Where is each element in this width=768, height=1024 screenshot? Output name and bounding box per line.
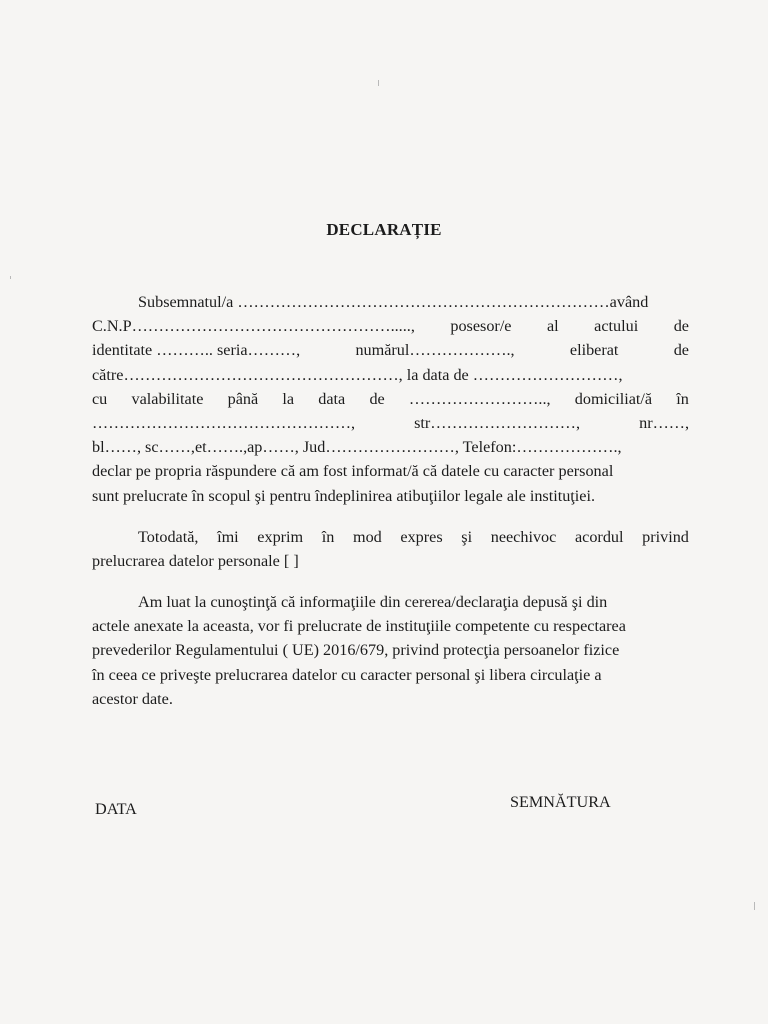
text-fragment: prevederilor Regulamentului ( UE) 2016/679, privind protecţia persoanelor fizice [92, 641, 620, 660]
text-line [92, 290, 689, 314]
text-line [92, 338, 689, 362]
text-fragment: posesor/e [450, 317, 512, 336]
text-fragment: prelucrarea datelor personale [ ] [92, 552, 299, 571]
text-fragment: către……………………………………………, la data de ………………………, [92, 365, 623, 384]
scan-speck [378, 80, 379, 86]
text-fragment: declar pe propria răspundere că am fost informat/ă că datele cu caracter personal [92, 462, 614, 481]
scan-speck [10, 276, 11, 279]
text-fragment: actele anexate la aceasta, vor fi prelucrate de instituţiile competente cu respectarea [92, 617, 626, 636]
text-fragment: până [227, 389, 259, 408]
identity-paragraph [92, 290, 689, 508]
gdpr-notice-paragraph [92, 590, 689, 711]
text-fragment: în [676, 389, 689, 408]
text-fragment: în [321, 528, 335, 546]
text-fragment: eliberat [569, 341, 619, 360]
text-fragment: în ceea ce priveşte prelucrarea datelor cu caracter personal şi libera circulaţie a [92, 665, 602, 684]
document-title: DECLARAȚIE [326, 220, 442, 239]
text-fragment: mod [353, 528, 382, 546]
text-fragment: Totodată, [138, 528, 199, 546]
text-fragment: îmi [217, 528, 239, 546]
text-line [92, 663, 689, 687]
text-line [92, 590, 689, 614]
text-fragment: de [673, 317, 689, 336]
text-fragment: Am luat la cunoştinţă că informaţiile din cererea/declaraţia depusă şi din [138, 593, 608, 611]
date-label: DATA [95, 800, 137, 818]
text-line [92, 638, 689, 662]
text-fragment: C.N.P…………………………………………....., [92, 317, 415, 336]
text-fragment: domiciliat/ă [574, 389, 653, 408]
text-fragment: sunt prelucrate în scopul şi pentru îndeplinirea atibuţiilor legale ale instituţiei. [92, 486, 596, 505]
text-fragment: privind [642, 528, 689, 546]
text-fragment: exprim [257, 528, 304, 546]
text-fragment: neechivoc [490, 528, 557, 546]
text-fragment: cu [92, 389, 108, 408]
text-fragment: şi [461, 528, 473, 546]
text-line [92, 314, 689, 338]
text-fragment: expres [400, 528, 443, 546]
text-fragment: la [282, 389, 295, 408]
text-fragment: al [546, 317, 559, 336]
text-line [92, 387, 689, 411]
text-line [92, 484, 689, 508]
text-line [92, 435, 689, 459]
text-fragment: de [369, 389, 385, 408]
text-fragment: …………………………………………, [92, 413, 356, 432]
text-line [92, 525, 689, 549]
text-fragment: …………………….., [408, 389, 551, 408]
text-line [92, 549, 689, 573]
text-line [92, 687, 689, 711]
signature-label: SEMNĂTURA [510, 793, 611, 811]
text-line [92, 614, 689, 638]
consent-paragraph [92, 525, 689, 573]
text-fragment: valabilitate [131, 389, 204, 408]
text-fragment: nr……, [639, 413, 689, 432]
text-fragment: Subsemnatul/a ……………………………………………………………având [138, 293, 649, 311]
text-line [92, 459, 689, 483]
text-fragment: str………………………, [414, 413, 581, 432]
text-fragment: acordul [574, 528, 624, 546]
text-fragment: actului [594, 317, 639, 336]
text-line [92, 411, 689, 435]
text-fragment: identitate ……….. seria………, [92, 341, 301, 360]
text-fragment: data [318, 389, 346, 408]
text-fragment: numărul………………., [355, 341, 515, 360]
text-fragment: bl……, sc……,et…….,ap……, Jud……………………, Telefon:………………., [92, 438, 622, 457]
text-fragment: de [673, 341, 689, 360]
text-fragment: acestor date. [92, 689, 173, 708]
scan-speck [754, 902, 755, 910]
text-line [92, 363, 689, 387]
